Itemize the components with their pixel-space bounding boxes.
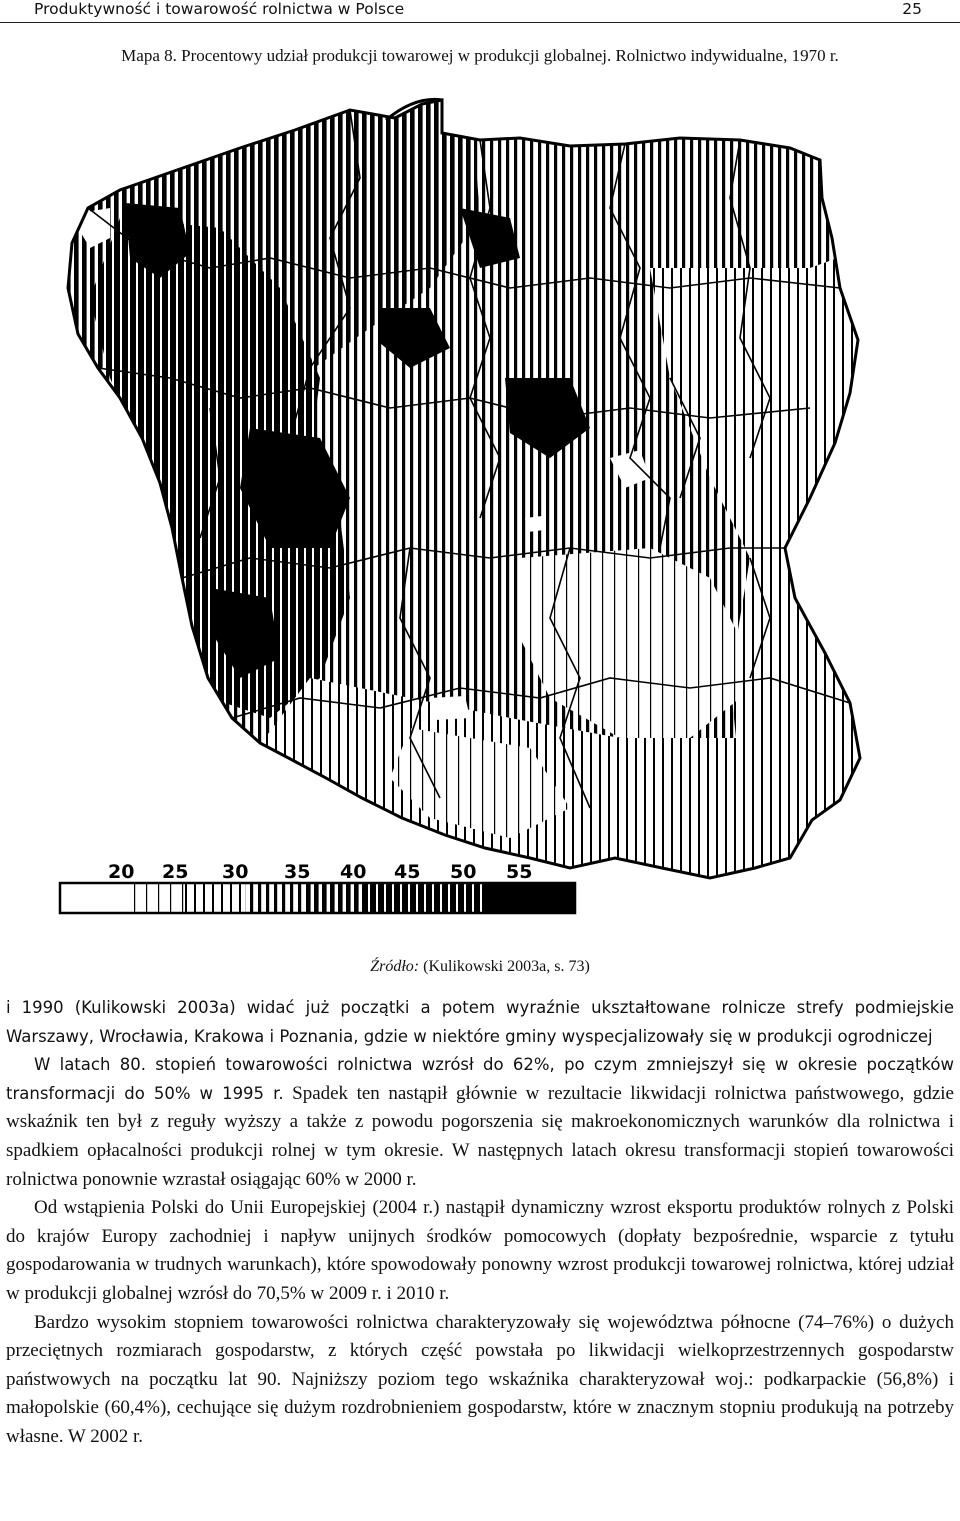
page-number: 25 <box>902 0 922 18</box>
legend-tick: 40 <box>340 861 367 883</box>
choropleth-map <box>50 78 920 948</box>
figure-caption: Mapa 8. Procentowy udział produkcji towarowej w produkcji globalnej. Rolnictwo indywidualne, 1970 r. <box>121 46 839 65</box>
paragraph: Od wstąpienia Polski do Unii Europejskiej (2004 r.) nastąpił dynamiczny wzrost eksportu produktów rolnych z Polski do krajów Europy zachodniej i napływ unijnych środków pomocowych (dopłaty bezpośrednie, wsparcie z tytułu gospodarowania w trudnych warunkach), które spowodowały ponowny wzrost produkcji towarowej rolnictwa, której udział w produkcji globalnej wzrósł do 70,5% w 2009 r. i 2010 r. <box>6 1197 954 1304</box>
source-reference: (Kulikowski 2003a, s. 73) <box>423 958 590 975</box>
running-header <box>0 0 960 23</box>
body-text <box>6 994 954 1452</box>
legend-tick: 20 <box>108 861 135 883</box>
paragraph-text: W latach 80. stopień towarowości rolnictwa wzrósł do 62%, po czym zmniejszył się w okresie początków transformacji do 50% w 1995 r. <box>6 1055 954 1103</box>
paragraph-text: i 1990 (Kulikowski 2003a) widać już początki a potem wyraźnie ukształtowane rolnicze strefy podmiejskie Warszawy, Wrocławia, Krakowa i Poznania, gdzie w niektóre gminy wyspecjalizowały się w produkcji ogrodniczej <box>6 998 954 1046</box>
legend-tick: 45 <box>394 861 421 883</box>
legend-tick: 50 <box>450 861 477 883</box>
paragraph <box>6 1051 954 1194</box>
paragraph <box>6 994 954 1051</box>
legend-tick: 30 <box>222 861 249 883</box>
legend-tick: 25 <box>162 861 189 883</box>
legend-tick: 55 <box>506 861 533 883</box>
legend-scale <box>60 861 575 913</box>
source-label: Źródło: <box>370 958 420 975</box>
paragraph-text: Spadek ten nastąpił głównie w rezultacie likwidacji rolnictwa państwowego, gdzie wskaźnik ten był z reguły wyższy a także z powodu pogorszenia się makroekonomicznych warunków dla rolnictwa i spadkiem opłacalności produkcji rolnej w tym okresie. W następnych latach okresu transformacji stopień towarowości rolnictwa ponownie wzrastał osiągając 60% w 2000 r. <box>6 1082 954 1190</box>
figure-source <box>0 958 960 976</box>
paragraph: Bardzo wysokim stopniem towarowości rolnictwa charakteryzowały się województwa północne (74–76%) o dużych przeciętnych rozmiarach gospodarstw, z których część powstała po likwidacji wielkoprzestrzennych gospodarstw państwowych na początku lat 90. Najniższy poziom tego wskaźnika charakteryzował woj.: podkarpackie (56,8%) i małopolskie (60,4%), cechujące się dużym rozdrobnieniem gospodarstw, które w znacznym stopniu produkują na potrzeby własne. W 2002 r. <box>6 1311 954 1447</box>
legend-tick: 35 <box>284 861 311 883</box>
running-title: Produktywność i towarowość rolnictwa w Polsce <box>34 0 405 18</box>
